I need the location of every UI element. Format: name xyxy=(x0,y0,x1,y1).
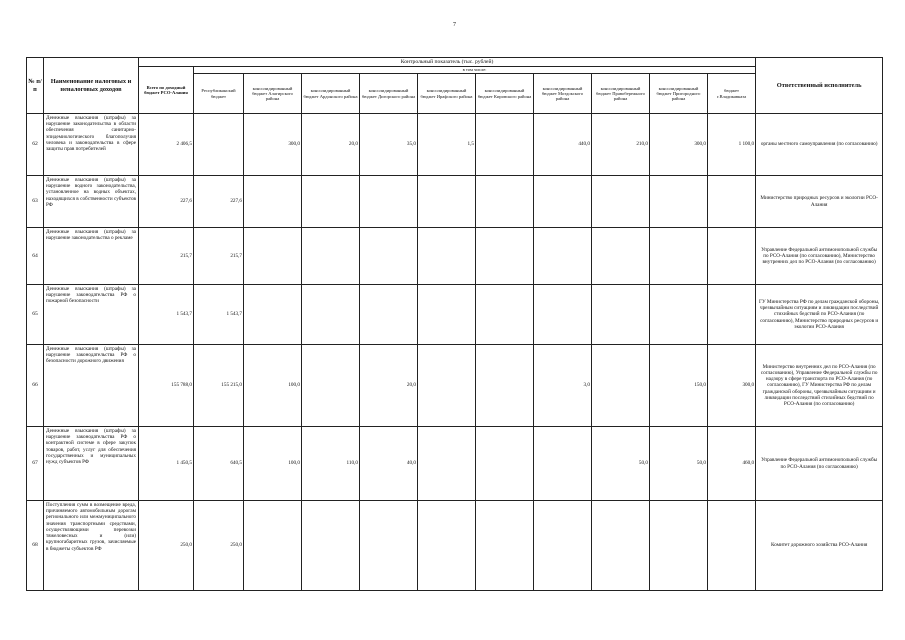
row-number: 65 xyxy=(27,285,44,345)
budget-value xyxy=(418,176,476,228)
revenue-name: Денежные взыскания (штрафы) за нарушение законодательства РФ о контрактной системе в сфере закупок товаров, работ, услуг для обеспечения государственных и муниципальных нужд субъектов РФ xyxy=(44,427,139,501)
budget-value xyxy=(302,345,360,427)
budget-value: 227,6 xyxy=(194,176,244,228)
budget-value xyxy=(592,228,650,285)
executor: Министерство внутренних дел по РСО-Алания (по согласованию), Управление Федеральной службы по надзору в сфере транспорта по РСО-Алания (по согласованию), ГУ Министерства РФ по делам гражданской обороны, чрезвычайным ситуациям и ликвидации последствий стихийных бедствий по РСО-Алания (по согласованию) xyxy=(756,345,883,427)
executor: Управление Федеральной антимонопольной службы по РСО-Алания (по согласованию), Министерство внутренних дел по РСО-Алания (по согласованию) xyxy=(756,228,883,285)
budget-value xyxy=(360,285,418,345)
revenue-name: Денежные взыскания (штрафы) за нарушение законодательства РФ о безопасности дорожного движения xyxy=(44,345,139,427)
table-row xyxy=(27,176,883,228)
budget-value xyxy=(418,501,476,591)
budget-value: 110,0 xyxy=(302,427,360,501)
budget-value xyxy=(708,228,756,285)
budget-value xyxy=(708,501,756,591)
revenue-table xyxy=(26,57,883,591)
budget-header: консолидированный бюджет Дигорского района xyxy=(360,74,418,114)
budget-value: 155 215,0 xyxy=(194,345,244,427)
revenue-name: Денежные взыскания (штрафы) за нарушение водного законодательства, установленное на водных объектах, находящихся в собственности субъектов РФ xyxy=(44,176,139,228)
budget-value: 215,7 xyxy=(194,228,244,285)
budget-value xyxy=(244,176,302,228)
budget-value: 100,0 xyxy=(244,345,302,427)
table-row xyxy=(27,501,883,591)
budget-header: консолидированный бюджет Кировского района xyxy=(476,74,534,114)
total-value: 1 450,5 xyxy=(139,427,194,501)
budget-value xyxy=(302,228,360,285)
col-total-header: Всего по доходный бюджет РСО-Алания xyxy=(139,67,194,114)
budget-value xyxy=(534,427,592,501)
budget-value: 1 543,7 xyxy=(194,285,244,345)
budget-value xyxy=(244,501,302,591)
row-number: 66 xyxy=(27,345,44,427)
budget-value xyxy=(708,285,756,345)
budget-value xyxy=(302,285,360,345)
budget-header: бюджет г.Владикавказа xyxy=(708,74,756,114)
total-value: 250,0 xyxy=(139,501,194,591)
budget-value xyxy=(476,285,534,345)
revenue-name: Денежные взыскания (штрафы) за нарушение законодательства в области обеспечения санитарно-эпидемиологического благополучия человека и законодательства в сфере защиты прав потребителей xyxy=(44,114,139,176)
budget-value xyxy=(650,285,708,345)
budget-value xyxy=(302,501,360,591)
budget-value: 1 100,0 xyxy=(708,114,756,176)
budget-value xyxy=(476,228,534,285)
budget-value xyxy=(534,501,592,591)
table-row xyxy=(27,228,883,285)
budget-value: 300,0 xyxy=(708,345,756,427)
budget-header: консолидированный бюджет Моздокского района xyxy=(534,74,592,114)
table-row xyxy=(27,114,883,176)
budget-header: Республиканский бюджет xyxy=(194,74,244,114)
row-number: 68 xyxy=(27,501,44,591)
budget-value xyxy=(476,427,534,501)
budget-value xyxy=(194,114,244,176)
budget-header: консолидированный бюджет Пригородного района xyxy=(650,74,708,114)
total-value: 155 788,0 xyxy=(139,345,194,427)
budget-value: 210,0 xyxy=(592,114,650,176)
budget-value: 440,0 xyxy=(534,114,592,176)
control-header: Контрольный показатель (тыс. рублей) xyxy=(139,58,756,67)
budget-value xyxy=(244,228,302,285)
budget-value: 3,0 xyxy=(534,345,592,427)
table-row xyxy=(27,285,883,345)
budget-value: 640,5 xyxy=(194,427,244,501)
row-number: 67 xyxy=(27,427,44,501)
budget-value xyxy=(650,501,708,591)
budget-value: 50,0 xyxy=(592,427,650,501)
budget-value xyxy=(302,176,360,228)
budget-value: 460,0 xyxy=(708,427,756,501)
budget-header: консолидированный бюджет Алагирского района xyxy=(244,74,302,114)
budget-value: 150,0 xyxy=(650,345,708,427)
executor: Управление Федеральной антимонопольной службы по РСО-Алания (по согласованию) xyxy=(756,427,883,501)
budget-header: консолидированный бюджет Правобережного района xyxy=(592,74,650,114)
budget-value: 300,0 xyxy=(244,114,302,176)
table-row xyxy=(27,427,883,501)
budget-value xyxy=(360,228,418,285)
budget-value: 250,0 xyxy=(194,501,244,591)
budget-value xyxy=(418,427,476,501)
budget-value xyxy=(244,285,302,345)
row-number: 64 xyxy=(27,228,44,285)
col-executor-header: Ответственный исполнитель xyxy=(756,58,883,114)
budget-value xyxy=(360,501,418,591)
budget-value xyxy=(534,285,592,345)
budget-value: 20,0 xyxy=(302,114,360,176)
budget-value: 1,5 xyxy=(418,114,476,176)
page-number: 7 xyxy=(453,22,456,28)
budget-value: 20,0 xyxy=(360,345,418,427)
budget-value xyxy=(592,501,650,591)
budget-value xyxy=(476,114,534,176)
budget-header: консолидированный бюджет Ирафского района xyxy=(418,74,476,114)
budget-value: 35,0 xyxy=(360,114,418,176)
budget-value: 300,0 xyxy=(650,114,708,176)
revenue-name: Поступления сумм в возмещение вреда, причиняемого автомобильным дорогам регионального или межмуниципального значения транспортными средствами, осуществляющими перевозки тяжеловесных и (или) крупногабаритных грузов, зачисляемые в бюджеты субъектов РФ xyxy=(44,501,139,591)
budget-value xyxy=(708,176,756,228)
col-name-header: Наименование налоговых и неналоговых доходов xyxy=(44,58,139,114)
budget-value xyxy=(650,176,708,228)
budget-value xyxy=(476,176,534,228)
executor: Министерство природных ресурсов и экологии РСО-Алания xyxy=(756,176,883,228)
revenue-name: Денежные взыскания (штрафы) за нарушение законодательства РФ о пожарной безопасности xyxy=(44,285,139,345)
budget-value xyxy=(476,345,534,427)
budget-value xyxy=(592,176,650,228)
budget-value xyxy=(418,285,476,345)
total-value: 2 406,5 xyxy=(139,114,194,176)
total-value: 227,6 xyxy=(139,176,194,228)
budget-value: 50,0 xyxy=(650,427,708,501)
budget-value xyxy=(534,228,592,285)
row-number: 63 xyxy=(27,176,44,228)
budget-value xyxy=(418,345,476,427)
budget-value: 100,0 xyxy=(244,427,302,501)
table-row xyxy=(27,345,883,427)
revenue-name: Денежные взыскания (штрафы) за нарушение законодательства о рекламе xyxy=(44,228,139,285)
budget-value: 40,0 xyxy=(360,427,418,501)
total-value: 1 543,7 xyxy=(139,285,194,345)
budget-value xyxy=(534,176,592,228)
executor: ГУ Министерства РФ по делам гражданской обороны, чрезвычайным ситуациям и ликвидации последствий стихийных бедствий по РСО-Алания (по согласованию), Министерство природных ресурсов и экологии РСО-Алания xyxy=(756,285,883,345)
budget-value xyxy=(592,285,650,345)
total-value: 215,7 xyxy=(139,228,194,285)
budget-value xyxy=(418,228,476,285)
row-number: 62 xyxy=(27,114,44,176)
incl-header: в том числе: xyxy=(194,67,756,74)
budget-value xyxy=(476,501,534,591)
budget-header: консолидированный бюджет Ардонского района xyxy=(302,74,360,114)
col-number-header: № п/п xyxy=(27,58,44,114)
executor: органы местного самоуправления (по согласованию) xyxy=(756,114,883,176)
budget-value xyxy=(360,176,418,228)
budget-value xyxy=(592,345,650,427)
budget-value xyxy=(650,228,708,285)
executor: Комитет дорожного хозяйства РСО-Алания xyxy=(756,501,883,591)
